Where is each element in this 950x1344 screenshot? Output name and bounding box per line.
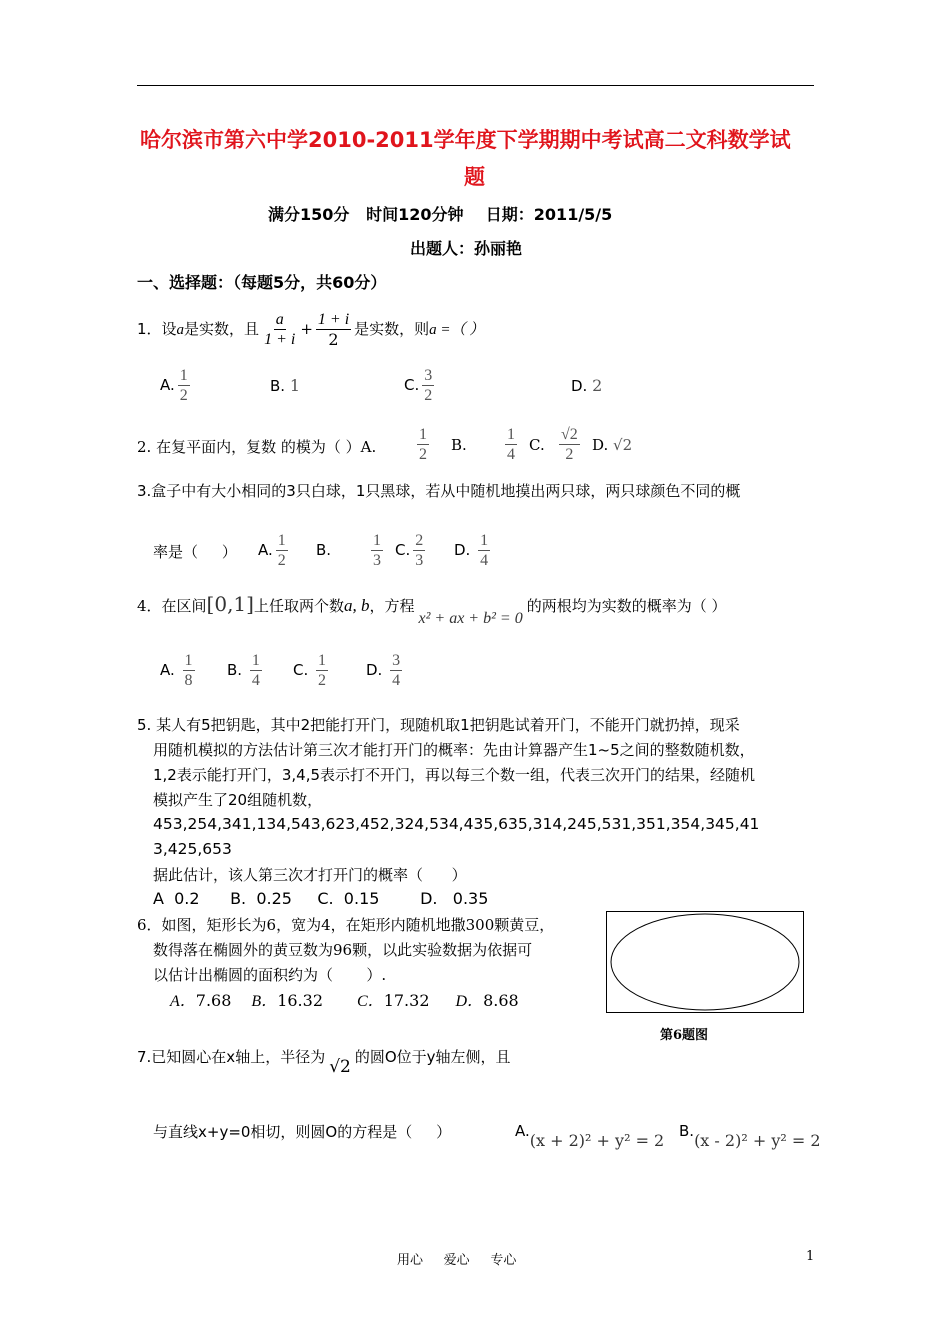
q2-option-d: D. √2 bbox=[592, 436, 633, 454]
figure-ellipse bbox=[611, 914, 799, 1010]
q7-option-b: B.(x - 2)² + y² = 2 bbox=[679, 1122, 821, 1150]
exam-title-line2: 题 bbox=[464, 165, 485, 189]
q7-radius: √2 bbox=[329, 1057, 351, 1077]
q4-option-b: B. $\frac{1}{4}$ bbox=[227, 652, 260, 689]
q1-fraction-2: $\frac{1 + i}{2}$ bbox=[317, 311, 350, 349]
q2-option-c-label: C. bbox=[529, 436, 545, 454]
question-5-line7: 据此估计，该人第三次才打开门的概率（ ） bbox=[153, 866, 467, 884]
question-5-numbers-cont: 3,425,653 bbox=[153, 840, 232, 858]
q1-plus: + bbox=[300, 320, 313, 338]
q1-answer-blank: a =（ ） bbox=[429, 322, 485, 338]
section-heading: 一、选择题：（每题5分，共60分） bbox=[137, 273, 387, 292]
q1-option-c: C. $\frac{3}{2}$ bbox=[404, 367, 433, 404]
q1-option-b: B. 1 bbox=[270, 376, 301, 395]
exam-author: 出题人：孙丽艳 bbox=[410, 239, 523, 258]
q1-option-d: D. 2 bbox=[571, 376, 603, 395]
question-5-line2: 用随机模拟的方法估计第三次才能打开门的概率：先由计算器产生1~5之间的整数随机数， bbox=[153, 741, 755, 759]
q1-suffix: 是实数，则 bbox=[354, 320, 430, 338]
q1-prefix: 1．设 bbox=[137, 320, 177, 338]
footer-motto: 用心 爱心 专心 bbox=[397, 1253, 517, 1268]
q3-option-b: $\frac{1}{3}$ bbox=[373, 532, 381, 569]
question-5-numbers: 453,254,341,134,543,623,452,324,534,435,635,314,245,531,351,354,345,41 bbox=[153, 815, 760, 833]
q2-option-b-label: B. bbox=[451, 436, 467, 454]
q1-fraction-1: $\frac{a}{1 + i}$ bbox=[264, 311, 296, 348]
question-6-line2: 数得落在椭圆外的黄豆数为96颗，以此实验数据为依据可 bbox=[153, 941, 533, 959]
figure-rectangle bbox=[607, 912, 804, 1013]
q3-option-a: A. $\frac{1}{2}$ bbox=[258, 532, 286, 569]
q4-option-d: D. $\frac{3}{4}$ bbox=[366, 652, 401, 689]
q1-option-a: A. $\frac{1}{2}$ bbox=[160, 367, 188, 404]
q6-figure-rect-ellipse bbox=[606, 911, 804, 1013]
question-6-line1: 6．如图，矩形长为6，宽为4，在矩形内随机地撒300颗黄豆， bbox=[137, 916, 555, 934]
question-5-line1: 5. 某人有5把钥匙，其中2把能打开门，现随机取1把钥匙试着开门，不能开门就扔掉，现采 bbox=[137, 716, 740, 734]
q6-options: A．7.68 B．16.32 C．17.32 D．8.68 bbox=[170, 991, 519, 1010]
q1-var-a: a bbox=[176, 322, 185, 338]
question-6-line3: 以估计出椭圆的面积约为（ ）. bbox=[153, 966, 387, 984]
q1-mid: 是实数，且 bbox=[184, 320, 260, 338]
q2-option-b: $\frac{1}{4}$ bbox=[507, 426, 515, 463]
exam-info: 满分150分 时间120分钟 日期：2011/5/5 bbox=[268, 205, 613, 224]
q3-option-d: D. $\frac{1}{4}$ bbox=[454, 532, 489, 569]
exam-title-line1: 哈尔滨市第六中学2010-2011学年度下学期期中考试高二文科数学试 bbox=[140, 128, 791, 152]
header-rule bbox=[137, 85, 814, 86]
question-5-line3: 1,2表示能打开门，3,4,5表示打不开门，再以每三个数一组，代表三次开门的结果，经随机 bbox=[153, 766, 756, 784]
question-7-line2: 与直线x+y=0相切，则圆O的方程是（ ） bbox=[153, 1123, 452, 1141]
q4-vars: a, b bbox=[343, 596, 370, 615]
question-4: 4．在区间[0,1]上任取两个数a, b，方程x² + ax + b² = 0的两根均为实数的概率为（ ） bbox=[137, 592, 727, 627]
q3-option-b-label: B. bbox=[316, 541, 332, 559]
question-3-line1: 3.盒子中有大小相同的3只白球，1只黑球，若从中随机地摸出两只球，两只球颜色不同的概 bbox=[137, 482, 741, 500]
q5-options: A 0.2 B. 0.25 C. 0.15 D. 0.35 bbox=[153, 889, 489, 908]
figure-caption: 第6题图 bbox=[660, 1028, 709, 1043]
q4-option-c: C. $\frac{1}{2}$ bbox=[293, 652, 327, 689]
q4-equation: x² + ax + b² = 0 bbox=[418, 610, 523, 627]
question-3-line2: 率是（ ） bbox=[153, 543, 237, 561]
q4-interval: [0,1] bbox=[206, 592, 254, 616]
question-1 bbox=[137, 310, 484, 349]
q3-option-c: C. $\frac{2}{3}$ bbox=[395, 532, 424, 569]
q2-option-c: $\frac{√2}{2}$ bbox=[561, 426, 578, 463]
q2-option-a: $\frac{1}{2}$ bbox=[419, 426, 427, 463]
question-2-text: 2. 在复平面内，复数 的模为（ ）A. bbox=[137, 438, 377, 456]
q7-option-a: A.(x + 2)² + y² = 2 bbox=[515, 1122, 665, 1150]
question-5-line4: 模拟产生了20组随机数， bbox=[153, 791, 323, 809]
page-number: 1 bbox=[806, 1249, 815, 1264]
q4-option-a: A. $\frac{1}{8}$ bbox=[160, 652, 193, 689]
question-7-line1: 7.已知圆心在x轴上，半径为 √2 的圆O位于y轴左侧，且 bbox=[137, 1048, 511, 1077]
